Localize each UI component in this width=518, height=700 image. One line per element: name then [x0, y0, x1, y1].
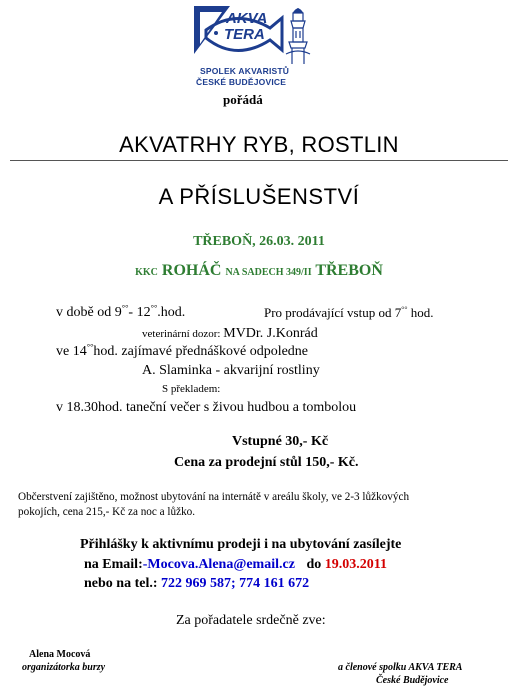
organizer-role: organizátorka burzy [22, 662, 106, 673]
market-hours-sup-1: °° [121, 303, 129, 313]
title-divider [10, 160, 508, 161]
market-hours-c: .hod. [157, 305, 186, 320]
lecture-b: hod. zajímavé přednáškové odpoledne [93, 344, 309, 359]
lecture-a: ve 14 [56, 344, 87, 359]
email-line [84, 557, 387, 573]
lecture-sup: °° [86, 342, 94, 352]
accommodation-info-1: Občerstvení zajištěno, možnost ubytování na internátě v areálu školy, ve 2-3 lůžkových [18, 491, 410, 503]
deadline-label: do [306, 557, 325, 572]
evening-program: v 18.30hod. taneční večer s živou hudbou a tombolou [56, 400, 357, 415]
logo-tera-text: TERA [224, 26, 265, 43]
club-name: AKVA TERA [408, 662, 463, 673]
translation-label: S překladem: [162, 383, 221, 395]
deadline-date: 19.03.2011 [324, 557, 387, 572]
logo-line-2: ČESKÉ BUDĚJOVICE [196, 77, 287, 87]
market-hours [56, 305, 185, 321]
entry-price: Vstupné 30,- Kč [232, 434, 329, 449]
vet-label: veterinární dozor: [142, 328, 224, 340]
market-hours-a: v době od 9 [56, 305, 122, 320]
venue [0, 262, 518, 280]
phone-label: nebo na tel.: [84, 576, 161, 591]
table-price: Cena za prodejní stůl 150,- Kč. [174, 455, 359, 470]
vet-supervision [142, 324, 318, 342]
accommodation-info-2: pokojích, cena 215,- Kč za noc a lůžko. [18, 506, 196, 518]
lecture-speaker: A. Slaminka - akvarijní rostliny [142, 363, 320, 378]
club-members-a: a členové spolku [338, 662, 407, 673]
logo-akva-text: AKVA [226, 10, 268, 27]
market-hours-b: - 12 [128, 305, 151, 320]
akva-tera-logo [186, 4, 320, 88]
club-members [338, 662, 462, 673]
registration-heading: Přihlášky k aktivnímu prodeji i na ubytování zasílejte [80, 537, 402, 552]
phone-line [84, 576, 309, 592]
sellers-entry-a: Pro prodávající vstup od 7 [264, 305, 402, 320]
phone-numbers: 722 969 587; 774 161 672 [161, 576, 310, 591]
page-title-line-2: A PŘÍSLUŠENSTVÍ [158, 184, 360, 209]
place-date: TŘEBOŇ, 26.03. 2011 [193, 234, 325, 249]
logo-line-1: SPOLEK AKVARISTŮ [200, 66, 290, 76]
email-label: na Email: [84, 557, 143, 572]
venue-prefix: KKC [135, 267, 158, 278]
organizer-name: Alena Mocová [29, 649, 91, 660]
market-hours-sup-2: °° [150, 303, 158, 313]
club-city: České Budějovice [376, 675, 449, 686]
email-link[interactable]: -Mocova.Alena@email.cz [142, 557, 295, 572]
venue-city: TŘEBOŇ [315, 262, 383, 279]
sellers-entry-sup: °° [401, 304, 408, 314]
invitation: Za pořadatele srdečně zve: [176, 613, 326, 628]
venue-address: NA SADECH 349/II [225, 267, 312, 278]
page-title-line-1: AKVATRHY RYB, ROSTLIN [119, 132, 399, 157]
vet-name: MVDr. J.Konrád [223, 326, 318, 341]
lecture-line [56, 344, 308, 360]
organizes-label: pořádá [223, 92, 263, 107]
venue-name: ROHÁČ [161, 262, 222, 279]
sellers-entry [264, 305, 433, 321]
sellers-entry-b: hod. [407, 305, 434, 320]
